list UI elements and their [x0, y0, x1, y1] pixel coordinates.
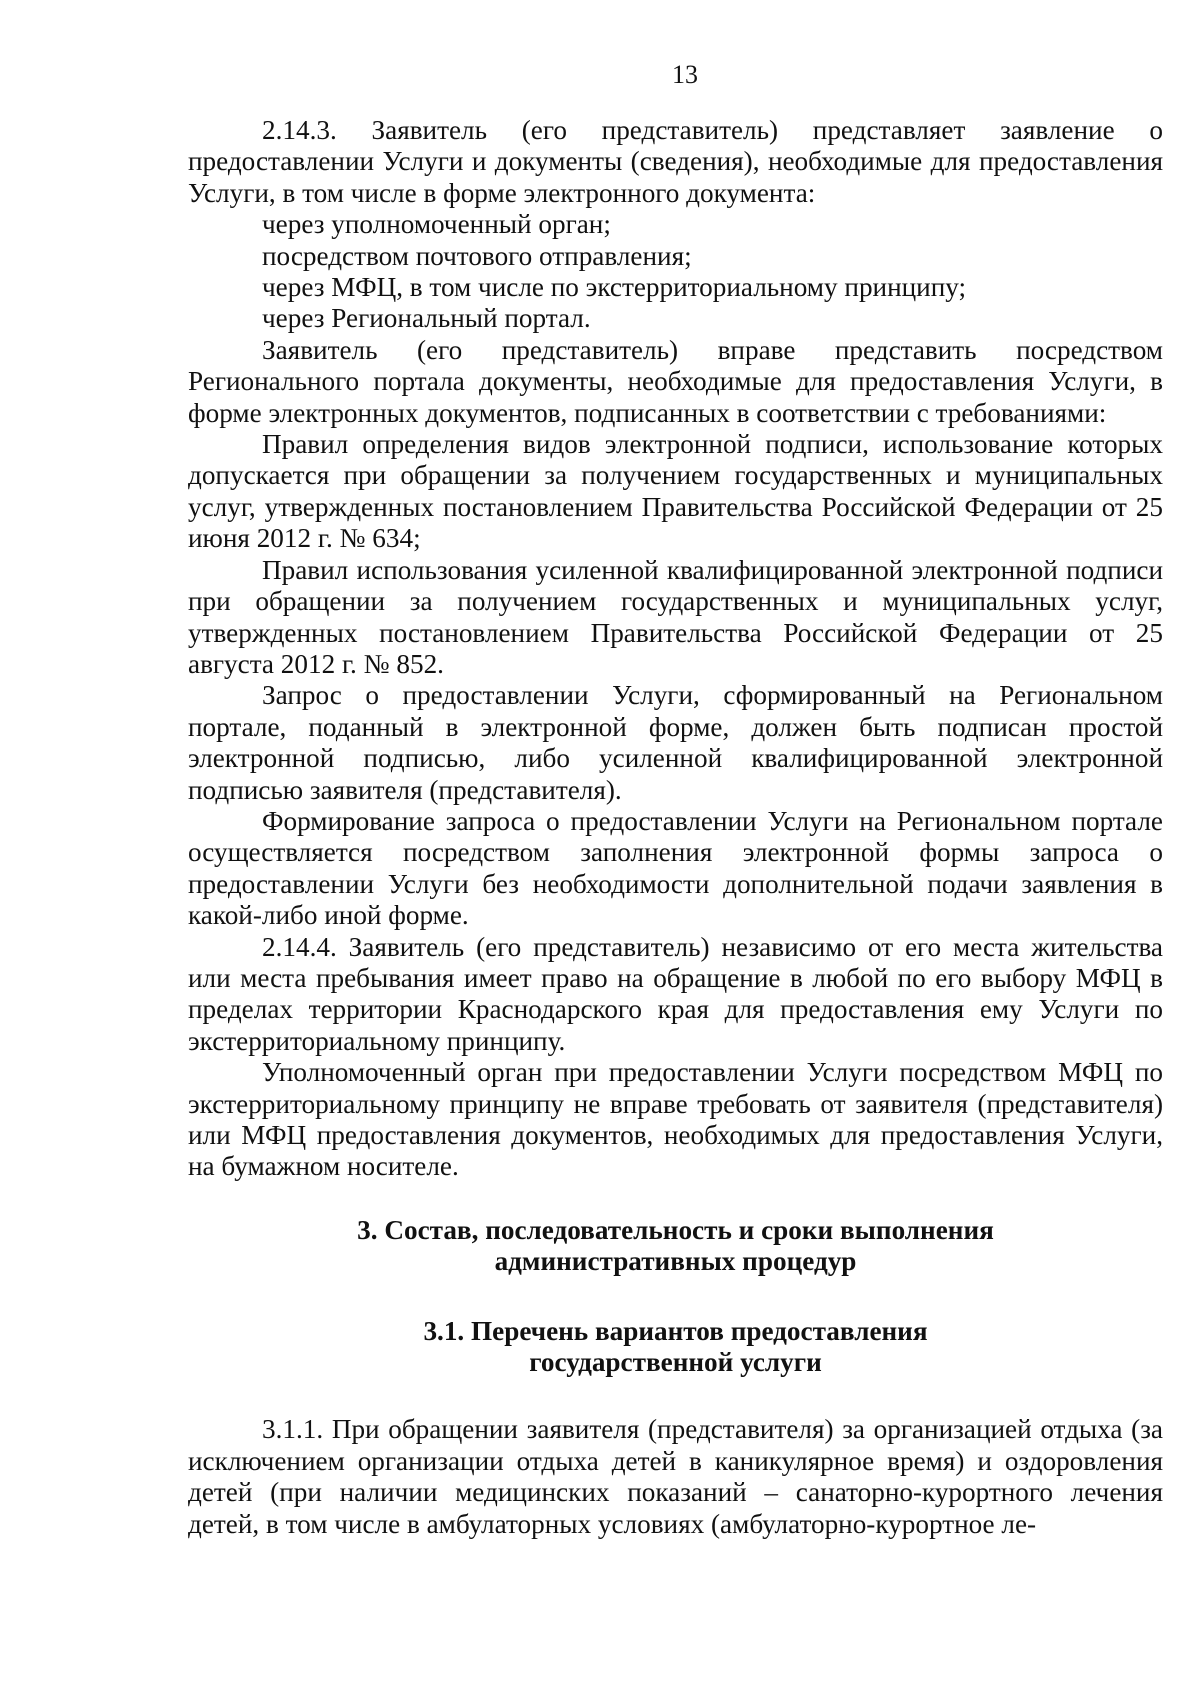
- paragraph-2-14-3: 2.14.3. Заявитель (его представитель) представляет заявление о предоставлении Услуги и документы (сведения), необходимые для предоставления Услуги, в том числе в форме электронного документа:: [188, 115, 1163, 208]
- subsection-heading-line-1: 3.1. Перечень вариантов предоставления: [423, 1315, 928, 1346]
- subsection-heading-line-2: государственной услуги: [529, 1347, 822, 1378]
- list-item: посредством почтового отправления;: [262, 240, 692, 271]
- paragraph: Уполномоченный орган при предоставлении Услуги посредством МФЦ по экстерриториальному принципу не вправе требовать от заявителя (представителя) или МФЦ предоставления документов, необходимых для предоставления Услуги, на бумажном носителе.: [188, 1057, 1163, 1182]
- section-heading-line-2: административных процедур: [494, 1246, 857, 1277]
- paragraph: Формирование запроса о предоставлении Услуги на Региональном портале осуществляется посредством заполнения электронной формы запроса о предоставлении Услуги без необходимости дополнительной подачи заявления в какой-либо иной форме.: [188, 805, 1163, 931]
- paragraph: Правил определения видов электронной подписи, использование которых допускается при обращении за получением государственных и муниципальных услуг, утвержденных постановлением Правительства Российской Федерации от 25 июня 2012 г. № 634;: [188, 429, 1163, 554]
- paragraph-3-1-1: 3.1.1. При обращении заявителя (представителя) за организацией отдыха (за исключением организации отдыха детей в каникулярное время) и оздоровления детей (при наличии медицинских показаний – санаторно-курортного лечения детей, в том числе в амбулаторных условиях (амбулаторно-курортное ле-: [188, 1414, 1163, 1539]
- document-body: [188, 115, 1163, 1540]
- list-item: через МФЦ, в том числе по экстерриториальному принципу;: [262, 272, 967, 303]
- paragraph: Запрос о предоставлении Услуги, сформированный на Региональном портале, поданный в электронной форме, должен быть подписан простой электронной подписью, либо усиленной квалифицированной электронной подписью заявителя (представителя).: [188, 680, 1163, 805]
- list-item: через уполномоченный орган;: [262, 209, 611, 240]
- paragraph: Заявитель (его представитель) вправе представить посредством Регионального портала документы, необходимые для предоставления Услуги, в форме электронных документов, подписанных в соответствии с требованиями:: [188, 334, 1163, 428]
- paragraph: Правил использования усиленной квалифицированной электронной подписи при обращении за получением государственных и муниципальных услуг, утвержденных постановлением Правительства Российской Федерации от 25 августа 2012 г. № 852.: [188, 554, 1163, 679]
- paragraph-2-14-4: 2.14.4. Заявитель (его представитель) независимо от его места жительства или места пребывания имеет право на обращение в любой по его выбору МФЦ в пределах территории Краснодарского края для предоставления ему Услуги по экстерриториальному принципу.: [188, 931, 1163, 1056]
- list-item: через Региональный портал.: [262, 303, 591, 334]
- page-number: 13: [672, 60, 698, 89]
- section-heading-line-1: 3. Состав, последовательность и сроки выполнения: [357, 1214, 994, 1245]
